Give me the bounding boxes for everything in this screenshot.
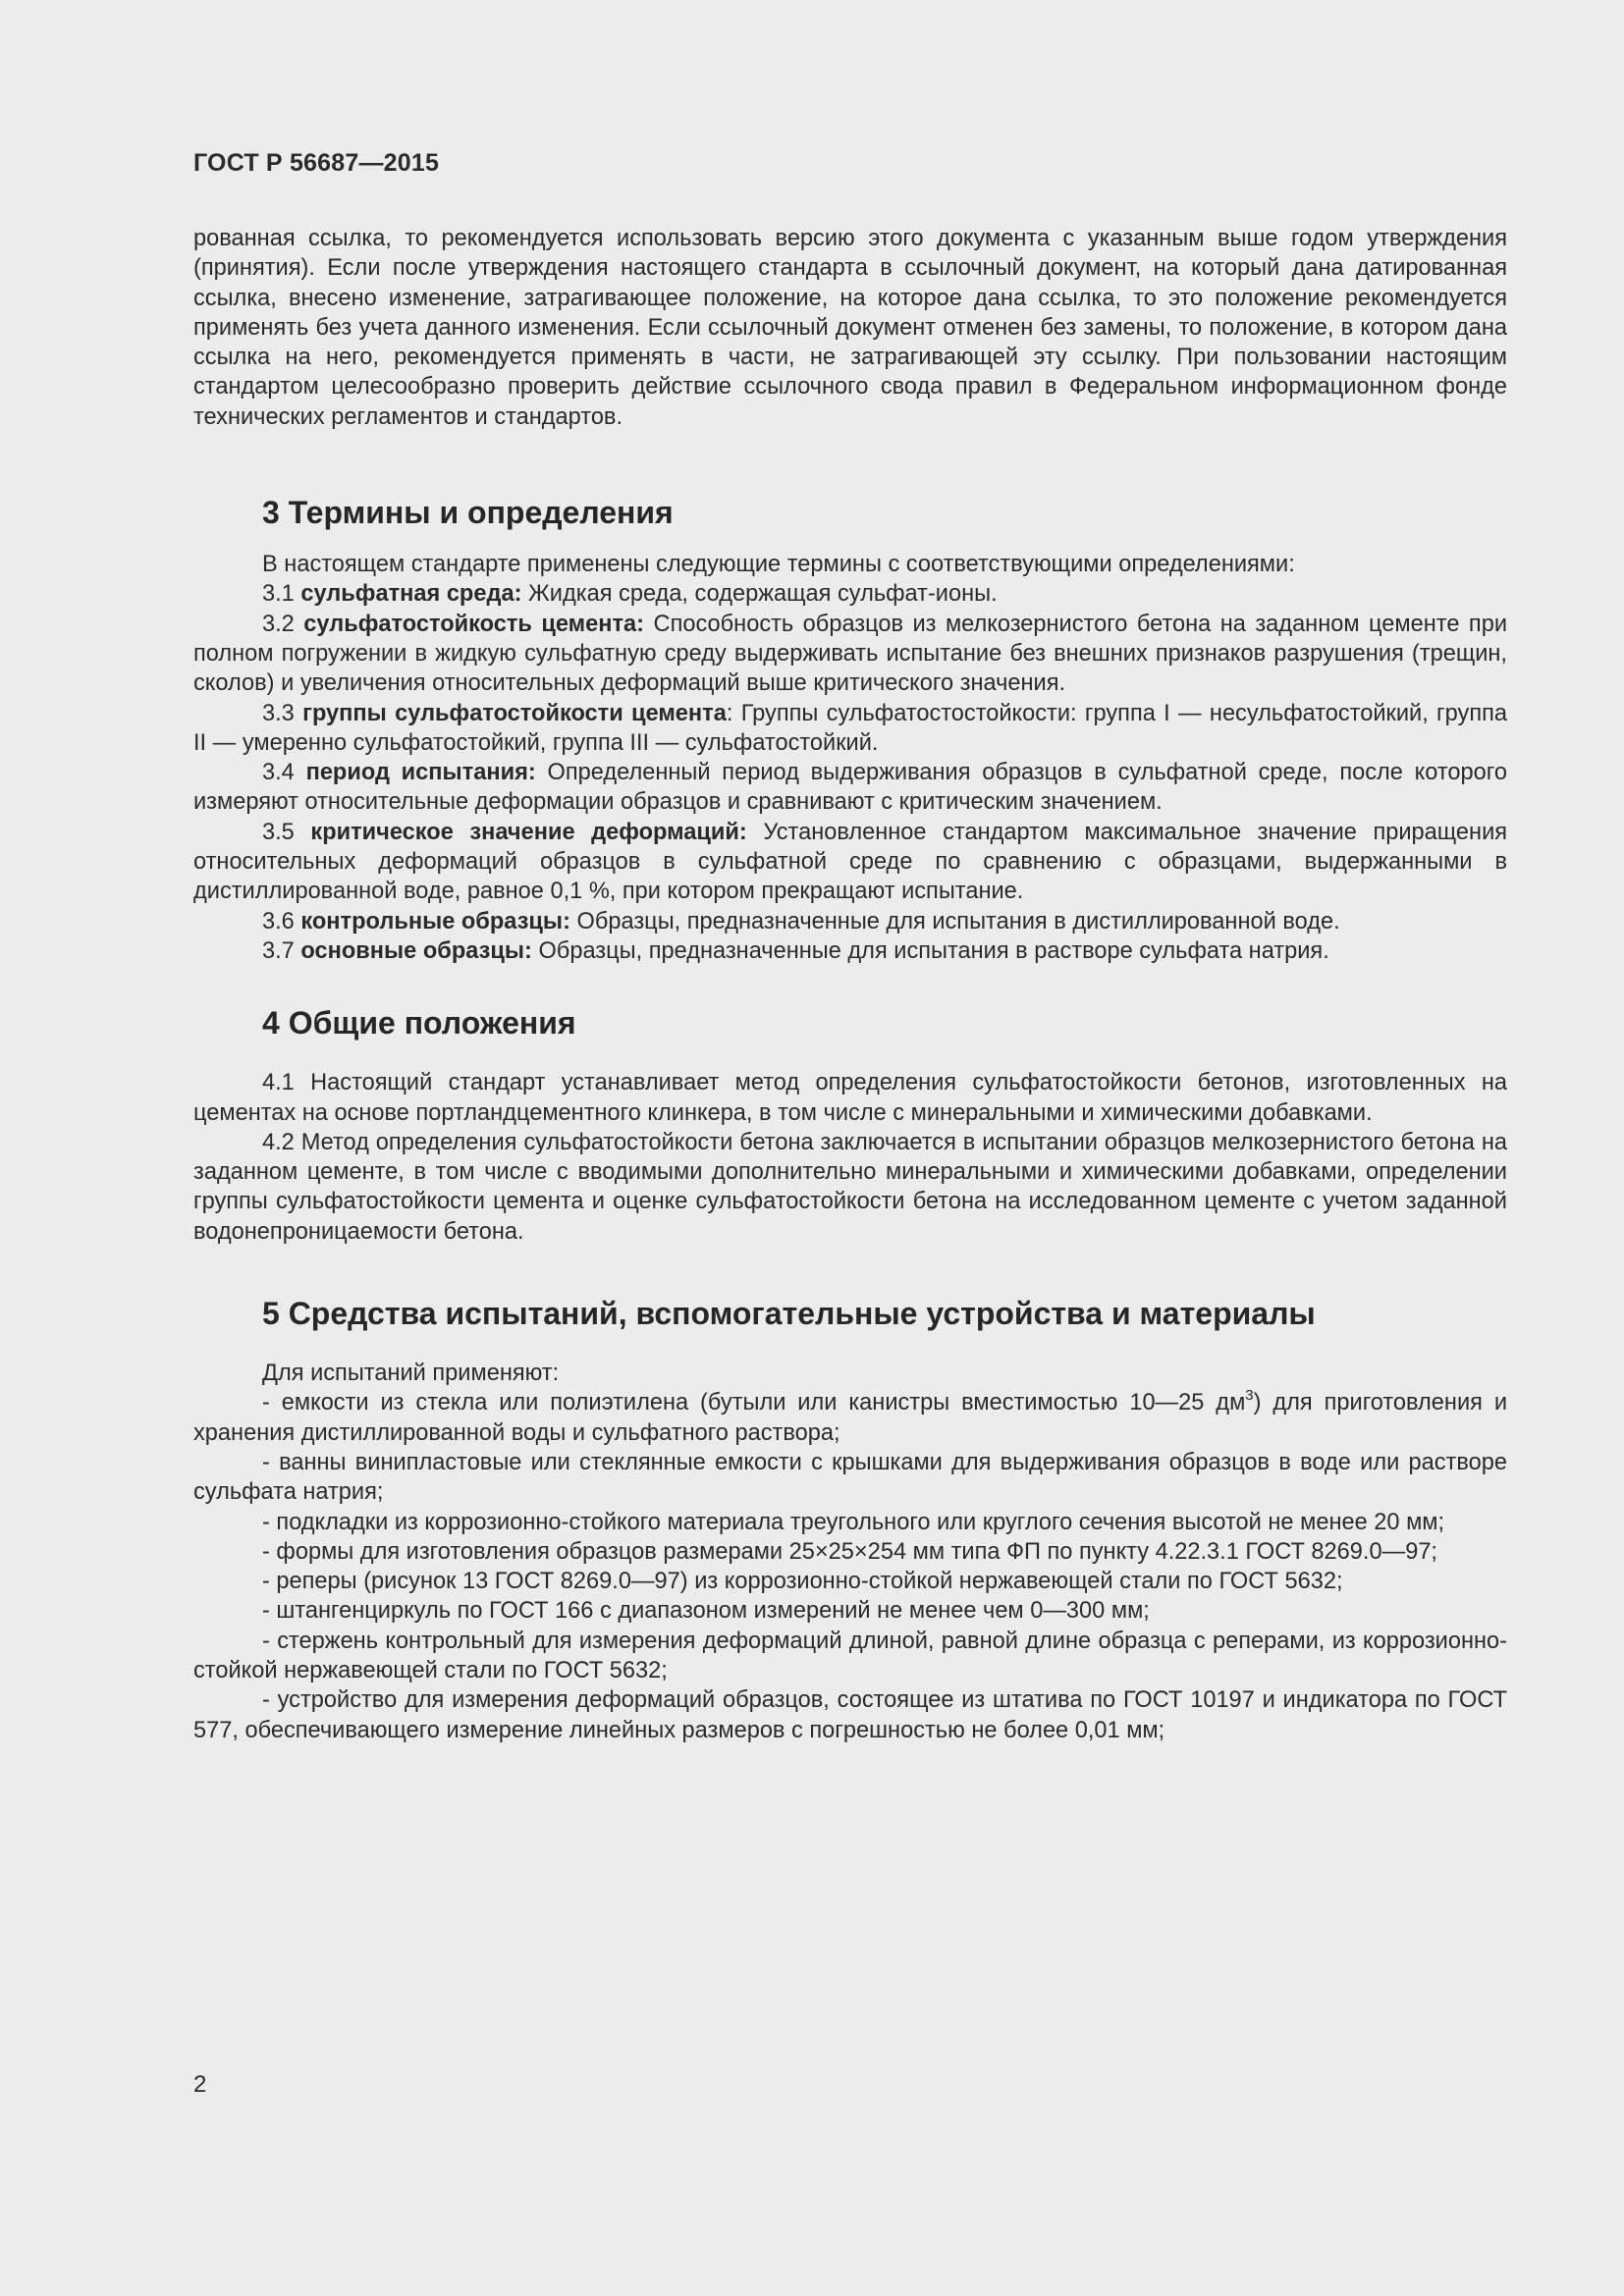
- intro-continuation-paragraph: рованная ссылка, то рекомендуется использовать версию этого документа с указанным выше годом утверждения (принятия). Если после утверждения настоящего стандарта в ссылочный документ, на который дана датированная ссылка, внесено изменение, затрагивающее положение, на которое дана ссылка, то это положение рекомендуется применять без учета данного изменения. Если ссылочный документ отменен без замены, то положение, в котором дана ссылка на него, рекомендуется применять в части, не затрагивающей эту ссылку. При пользовании настоящим стандартом целесообразно проверить действие ссылочного свода правил в Федеральном информационном фонде технических регламентов и стандартов.: [193, 226, 1507, 430]
- list-item: - реперы (рисунок 13 ГОСТ 8269.0—97) из коррозионно-стойкой нержавеющей стали по ГОСТ 5632;: [262, 1569, 1343, 1595]
- section-3-intro: В настоящем стандарте применены следующие термины с соответствующими определениями:: [262, 552, 1295, 578]
- term-3-4: [193, 758, 1507, 818]
- list-item: - подкладки из коррозионно-стойкого материала треугольного или круглого сечения высотой не менее 20 мм;: [262, 1509, 1445, 1535]
- term-number: 3.6: [262, 908, 295, 934]
- section-5-intro: Для испытаний применяют:: [262, 1361, 560, 1387]
- term-number: 3.2: [262, 611, 295, 637]
- term-name: сульфатная среда:: [300, 581, 522, 608]
- term-definition: Жидкая среда, содержащая сульфат-ионы.: [528, 581, 998, 608]
- term-name: контрольные образцы:: [300, 908, 570, 934]
- document-body: [193, 224, 1507, 1745]
- term-name: сульфатостойкость цемента:: [303, 611, 645, 637]
- document-code-header: ГОСТ Р 56687—2015: [193, 149, 440, 177]
- section-5-heading: 5 Средства испытаний, вспомогательные устройства и материалы: [262, 1296, 1316, 1332]
- term-definition: Образцы, предназначенные для испытания в дистиллированной воде.: [576, 908, 1340, 934]
- term-definition: Определенный период выдерживания образцов в сульфатной среде, после которого измеряют относительные деформации образцов и сравнивают с критическим значением.: [193, 760, 1507, 816]
- section-3-heading: 3 Термины и определения: [262, 495, 674, 531]
- list-item: - штангенциркуль по ГОСТ 166 с диапазоном измерений не менее чем 0—300 мм;: [262, 1598, 1150, 1625]
- list-item: [193, 1388, 1507, 1448]
- term-number: 3.3: [262, 700, 295, 726]
- page-number: 2: [193, 2071, 207, 2098]
- term-3-6: [193, 907, 1507, 936]
- term-definition: Установленное стандартом максимальное значение приращения относительных деформаций образцов в сульфатной среде по сравнению с образцами, выдержанными в дистиллированной воде, равное 0,1 %, при котором прекращают испытание.: [193, 819, 1508, 905]
- term-number: 3.4: [262, 760, 295, 786]
- section-4-heading: 4 Общие положения: [262, 1005, 576, 1041]
- term-3-5: [193, 818, 1507, 907]
- term-3-2: [193, 610, 1507, 699]
- term-name: группы сульфатостойкости цемента: [302, 700, 727, 726]
- term-definition: Образцы, предназначенные для испытания в растворе сульфата натрия.: [538, 937, 1329, 964]
- list-item: - стержень контрольный для измерения деформаций длиной, равной длине образца с реперами, из коррозионно-стойкой нержавеющей стали по ГОСТ 5632;: [193, 1628, 1507, 1683]
- superscript: 3: [1245, 1387, 1254, 1405]
- term-number: 3.5: [262, 819, 295, 845]
- term-3-1: [193, 579, 1507, 609]
- term-3-3: [193, 699, 1507, 759]
- term-name: основные образцы:: [300, 937, 532, 964]
- term-definition: : Группы сульфатостостойкости: группа I — несульфатостойкий, группа II — умеренно сульфатостойкий, группа III — сульфатостойкий.: [193, 700, 1507, 756]
- term-number: 3.1: [262, 581, 295, 608]
- list-item: - формы для изготовления образцов размерами 25×25×254 мм типа ФП по пункту 4.22.3.1 ГОСТ 8269.0—97;: [262, 1538, 1437, 1565]
- term-name: период испытания:: [305, 760, 536, 786]
- list-item: - ванны винипластовые или стеклянные емкости с крышками для выдерживания образцов в воде или растворе сульфата натрия;: [193, 1449, 1507, 1506]
- term-number: 3.7: [262, 937, 295, 964]
- paragraph-4-1: 4.1 Настоящий стандарт устанавливает метод определения сульфатостойкости бетонов, изготовленных на цементах на основе портландцементного клинкера, в том числе с минеральными и химическими добавками.: [193, 1070, 1507, 1126]
- list-item-text: ) для приготовления и хранения дистиллированной воды и сульфатного раствора;: [193, 1390, 1507, 1446]
- term-name: критическое значение деформаций:: [310, 819, 747, 845]
- paragraph-4-2: 4.2 Метод определения сульфатостойкости бетона заключается в испытании образцов мелкозернистого бетона на заданном цементе, в том числе с вводимыми дополнительно минеральными и химическими добавками, определении группы сульфатостойкости цемента и оценке сульфатостойкости бетона на исследованном цементе с учетом заданной водонепроницаемости бетона.: [193, 1129, 1507, 1245]
- term-definition: Способность образцов из мелкозернистого бетона на заданном цементе при полном погружении в жидкую сульфатную среду выдерживать испытание без внешних признаков разрушения (трещин, сколов) и увеличения относительных деформаций выше критического значения.: [193, 611, 1508, 697]
- list-item: - устройство для измерения деформаций образцов, состоящее из штатива по ГОСТ 10197 и индикатора по ГОСТ 577, обеспечивающего измерение линейных размеров с погрешностью не более 0,01 мм;: [193, 1687, 1507, 1743]
- list-item-text: - емкости из стекла или полиэтилена (бутыли или канистры вместимостью 10—25 дм: [262, 1390, 1246, 1416]
- term-3-7: [193, 936, 1507, 966]
